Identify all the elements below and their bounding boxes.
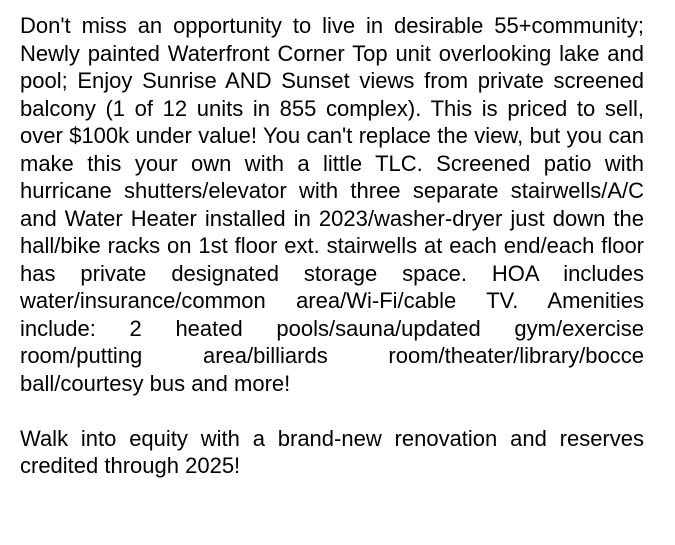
listing-description bbox=[20, 12, 644, 480]
description-paragraph-1: Don't miss an opportunity to live in desirable 55+community; Newly painted Waterfront Corner Top unit overlooking lake and pool; Enjoy Sunrise AND Sunset views from private screened balcony (1 of 12 units in 855 complex). This is priced to sell, over $100k under value! You can't replace the view, but you can make this your own with a little TLC. Screened patio with hurricane shutters/elevator with three separate stairwells/A/C and Water Heater installed in 2023/washer-dryer just down the hall/bike racks on 1st floor ext. stairwells at each end/each floor has private designated storage space. HOA includes water/insurance/common area/Wi-Fi/cable TV. Amenities include: 2 heated pools/sauna/updated gym/exercise room/putting area/billiards room/theater/library/bocce ball/courtesy bus and more! bbox=[20, 13, 644, 396]
paragraph-spacer bbox=[20, 397, 644, 425]
description-paragraph-2: Walk into equity with a brand-new renovation and reserves credited through 2025! bbox=[20, 425, 644, 478]
